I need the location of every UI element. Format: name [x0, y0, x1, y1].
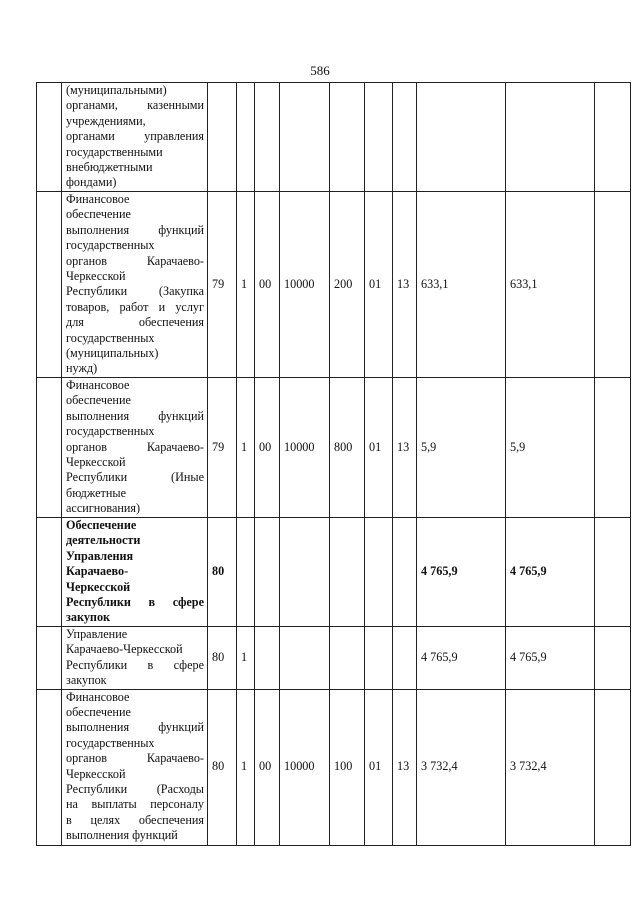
code-cell: [330, 518, 365, 627]
code-cell: 80: [208, 689, 237, 845]
index-cell: [37, 83, 62, 192]
table-row: [37, 83, 631, 192]
code-cell: 00: [255, 378, 280, 518]
description-line: государственными: [66, 144, 163, 159]
amount-cell: 4 765,9: [506, 518, 595, 627]
code-cell: 79: [208, 192, 237, 378]
table-row: [37, 378, 631, 518]
amount-cell: 3 732,4: [506, 689, 595, 845]
empty-cell: [595, 378, 631, 518]
description-line: обеспечение: [66, 207, 131, 222]
description-line: Республики (Расходы: [66, 782, 204, 797]
description-line: органов Карачаево-: [66, 253, 204, 268]
description-line: Управления: [66, 548, 134, 563]
code-cell: 01: [365, 689, 393, 845]
description-line: Республики в сфере: [66, 595, 204, 610]
code-cell: [255, 627, 280, 690]
description-line: закупок: [66, 610, 111, 625]
code-cell: [330, 627, 365, 690]
code-cell: [393, 518, 417, 627]
description-line: государственных: [66, 424, 155, 439]
description-line: Республики (Закупка: [66, 284, 204, 299]
description-line: учреждениями,: [66, 113, 146, 128]
code-cell: [237, 518, 255, 627]
description-line: (муниципальными): [66, 83, 167, 97]
code-cell: [280, 518, 330, 627]
code-cell: 800: [330, 378, 365, 518]
empty-cell: [595, 689, 631, 845]
index-cell: [37, 192, 62, 378]
code-cell: [365, 518, 393, 627]
description-line: Финансовое: [66, 378, 130, 392]
code-cell: 00: [255, 192, 280, 378]
empty-cell: [595, 627, 631, 690]
code-cell: 80: [208, 627, 237, 690]
code-cell: [255, 83, 280, 192]
amount-cell: 3 732,4: [417, 689, 506, 845]
table-row: [37, 518, 631, 627]
empty-cell: [595, 192, 631, 378]
description-line: внебюджетными: [66, 160, 153, 175]
description-cell: [62, 192, 208, 378]
description-line: обеспечение: [66, 705, 131, 720]
amount-cell: 633,1: [506, 192, 595, 378]
description-line: бюджетные: [66, 485, 127, 500]
code-cell: [393, 627, 417, 690]
code-cell: 200: [330, 192, 365, 378]
code-cell: 13: [393, 378, 417, 518]
amount-cell: 4 765,9: [417, 627, 506, 690]
description-line: в целях обеспечения: [66, 812, 204, 827]
description-line: выполнения функций: [66, 720, 204, 735]
description-line: выполнения функций: [66, 222, 204, 237]
description-line: Управление: [66, 627, 128, 641]
description-line: Республики (Иные: [66, 470, 204, 485]
description-line: обеспечение: [66, 393, 131, 408]
description-line: Черкесской: [66, 455, 126, 470]
description-line: закупок: [66, 673, 107, 688]
code-cell: [280, 627, 330, 690]
description-line: Карачаево-Черкесской: [66, 642, 183, 657]
code-cell: 01: [365, 378, 393, 518]
description-line: (муниципальных): [66, 346, 159, 361]
code-cell: [393, 83, 417, 192]
description-line: Обеспечение: [66, 518, 137, 532]
description-line: Черкесской: [66, 766, 126, 781]
description-line: деятельности: [66, 533, 141, 548]
code-cell: [255, 518, 280, 627]
description-line: органами управления: [66, 129, 204, 144]
code-cell: [365, 83, 393, 192]
description-cell: [62, 627, 208, 690]
description-line: органов Карачаево-: [66, 751, 204, 766]
code-cell: [237, 83, 255, 192]
code-cell: 1: [237, 378, 255, 518]
description-line: органов Карачаево-: [66, 439, 204, 454]
description-line: Карачаево-: [66, 564, 129, 579]
code-cell: 13: [393, 192, 417, 378]
description-line: товаров, работ и услуг: [66, 299, 204, 314]
description-line: Черкесской: [66, 579, 131, 594]
amount-cell: 4 765,9: [506, 627, 595, 690]
code-cell: [365, 627, 393, 690]
code-cell: 80: [208, 518, 237, 627]
code-cell: [330, 83, 365, 192]
code-cell: 1: [237, 627, 255, 690]
table-row: [37, 192, 631, 378]
index-cell: [37, 518, 62, 627]
code-cell: [280, 83, 330, 192]
description-cell: [62, 518, 208, 627]
amount-cell: [417, 83, 506, 192]
code-cell: 01: [365, 192, 393, 378]
empty-cell: [595, 518, 631, 627]
amount-cell: 633,1: [417, 192, 506, 378]
description-line: органами, казенными: [66, 98, 204, 113]
description-line: фондами): [66, 175, 117, 190]
code-cell: 1: [237, 192, 255, 378]
code-cell: 00: [255, 689, 280, 845]
description-cell: [62, 378, 208, 518]
index-cell: [37, 627, 62, 690]
description-line: Финансовое: [66, 689, 130, 704]
code-cell: 10000: [280, 689, 330, 845]
amount-cell: [506, 83, 595, 192]
code-cell: [208, 83, 237, 192]
table-row: [37, 627, 631, 690]
code-cell: 10000: [280, 378, 330, 518]
description-line: на выплаты персоналу: [66, 797, 204, 812]
code-cell: 100: [330, 689, 365, 845]
code-cell: 10000: [280, 192, 330, 378]
description-cell: [62, 689, 208, 845]
code-cell: 79: [208, 378, 237, 518]
description-cell: [62, 83, 208, 192]
description-line: государственных: [66, 735, 155, 750]
amount-cell: 5,9: [417, 378, 506, 518]
description-line: ассигнования): [66, 501, 141, 516]
page-number: 586: [310, 63, 330, 78]
empty-cell: [595, 83, 631, 192]
description-line: Черкесской: [66, 269, 126, 284]
description-line: нужд): [66, 361, 98, 376]
index-cell: [37, 378, 62, 518]
description-line: для обеспечения: [66, 315, 204, 330]
description-line: Финансовое: [66, 192, 130, 206]
code-cell: 1: [237, 689, 255, 845]
description-line: выполнения функций: [66, 828, 178, 843]
table-row: [37, 689, 631, 845]
amount-cell: 5,9: [506, 378, 595, 518]
description-line: выполнения функций: [66, 408, 204, 423]
description-line: государственных: [66, 238, 155, 253]
budget-table: [36, 82, 631, 846]
description-line: Республики в сфере: [66, 657, 204, 672]
code-cell: 13: [393, 689, 417, 845]
amount-cell: 4 765,9: [417, 518, 506, 627]
description-line: государственных: [66, 330, 155, 345]
table-body: [37, 83, 631, 846]
index-cell: [37, 689, 62, 845]
